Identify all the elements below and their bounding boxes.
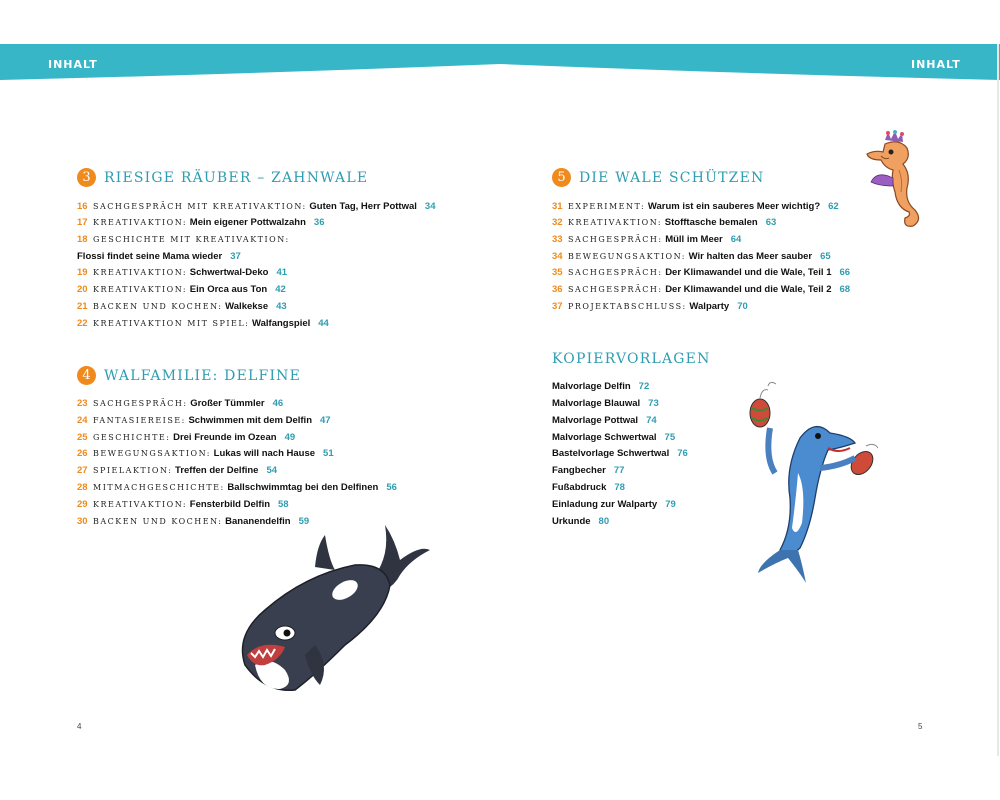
toc-entry[interactable]: 26 BEWEGUNGSAKTION: Lukas will nach Hause 51 (77, 448, 334, 459)
toc-entry-continuation[interactable]: Flossi findet seine Mama wieder 37 (77, 251, 241, 262)
section-3-heading (77, 168, 368, 187)
toc-entry[interactable]: 17 KREATIVAKTION: Mein eigener Pottwalzahn 36 (77, 217, 325, 228)
toc-entry[interactable]: 23 SACHGESPRÄCH: Großer Tümmler 46 (77, 398, 284, 409)
orca-illustration (225, 515, 435, 695)
toc-entry[interactable]: 29 KREATIVAKTION: Fensterbild Delfin 58 (77, 499, 289, 510)
toc-entry[interactable]: 36 SACHGESPRÄCH: Der Klimawandel und die Wale, Teil 2 68 (552, 284, 851, 295)
toc-entry[interactable]: 35 SACHGESPRÄCH: Der Klimawandel und die Wale, Teil 1 66 (552, 267, 851, 278)
section-title: RIESIGE RÄUBER – ZAHNWALE (104, 169, 369, 186)
template-entry[interactable]: Fangbecher 77 (552, 465, 625, 476)
toc-entry[interactable]: 19 KREATIVAKTION: Schwertwal-Deko 41 (77, 267, 288, 278)
section-title: WALFAMILIE: DELFINE (104, 367, 302, 384)
template-entry[interactable]: Malvorlage Delfin 72 (552, 381, 650, 392)
toc-entry[interactable]: 32 KREATIVAKTION: Stofftasche bemalen 63 (552, 217, 777, 228)
seahorse-illustration (855, 130, 935, 235)
section-number-badge: 5 (552, 168, 571, 187)
template-entry[interactable]: Fußabdruck 78 (552, 482, 625, 493)
template-entry[interactable]: Malvorlage Schwertwal 75 (552, 432, 676, 443)
template-entry[interactable]: Bastelvorlage Schwertwal 76 (552, 448, 688, 459)
toc-entry[interactable]: 27 SPIELAKTION: Treffen der Delfine 54 (77, 465, 278, 476)
toc-entry[interactable]: 34 BEWEGUNGSAKTION: Wir halten das Meer sauber 65 (552, 251, 831, 262)
template-entry[interactable]: Urkunde 80 (552, 516, 610, 527)
section-title: DIE WALE SCHÜTZEN (579, 169, 765, 186)
toc-entry[interactable]: 24 FANTASIEREISE: Schwimmen mit dem Delfin 47 (77, 415, 331, 426)
toc-entry[interactable]: 30 BACKEN UND KOCHEN: Bananendelfin 59 (77, 516, 310, 527)
template-entry[interactable]: Einladung zur Walparty 79 (552, 499, 676, 510)
toc-entry[interactable]: 37 PROJEKTABSCHLUSS: Walparty 70 (552, 301, 748, 312)
kopiervorlagen-title: KOPIERVORLAGEN (552, 351, 711, 367)
toc-entry[interactable]: 25 GESCHICHTE: Drei Freunde im Ozean 49 (77, 432, 296, 443)
template-entry[interactable]: Malvorlage Pottwal 74 (552, 415, 657, 426)
page-number-right: 5 (918, 722, 923, 731)
toc-entry[interactable]: 33 SACHGESPRÄCH: Müll im Meer 64 (552, 234, 742, 245)
toc-entry[interactable]: 21 BACKEN UND KOCHEN: Walkekse 43 (77, 301, 287, 312)
toc-entry[interactable]: 16 SACHGESPRÄCH MIT KREATIVAKTION: Guten Tag, Herr Pottwal 34 (77, 201, 436, 212)
header-label-right: INHALT (911, 58, 961, 71)
section-number-badge: 3 (77, 168, 96, 187)
toc-entry[interactable]: 28 MITMACHGESCHICHTE: Ballschwimmtag bei den Delfinen 56 (77, 482, 397, 493)
dolphin-illustration (740, 378, 880, 588)
template-entry[interactable]: Malvorlage Blauwal 73 (552, 398, 659, 409)
section-number-badge: 4 (77, 366, 96, 385)
header-band (0, 44, 1000, 84)
page-number-left: 4 (77, 722, 82, 731)
section-4-heading (77, 366, 301, 385)
toc-entry[interactable]: 31 EXPERIMENT: Warum ist ein sauberes Meer wichtig? 62 (552, 201, 839, 212)
toc-entry[interactable]: 20 KREATIVAKTION: Ein Orca aus Ton 42 (77, 284, 286, 295)
toc-entry[interactable]: 18 GESCHICHTE MIT KREATIVAKTION: (77, 234, 290, 245)
page-edge (997, 44, 999, 756)
section-5-heading (552, 168, 764, 187)
header-label-left: INHALT (48, 58, 98, 71)
toc-entry[interactable]: 22 KREATIVAKTION MIT SPIEL: Walfangspiel 44 (77, 318, 329, 329)
